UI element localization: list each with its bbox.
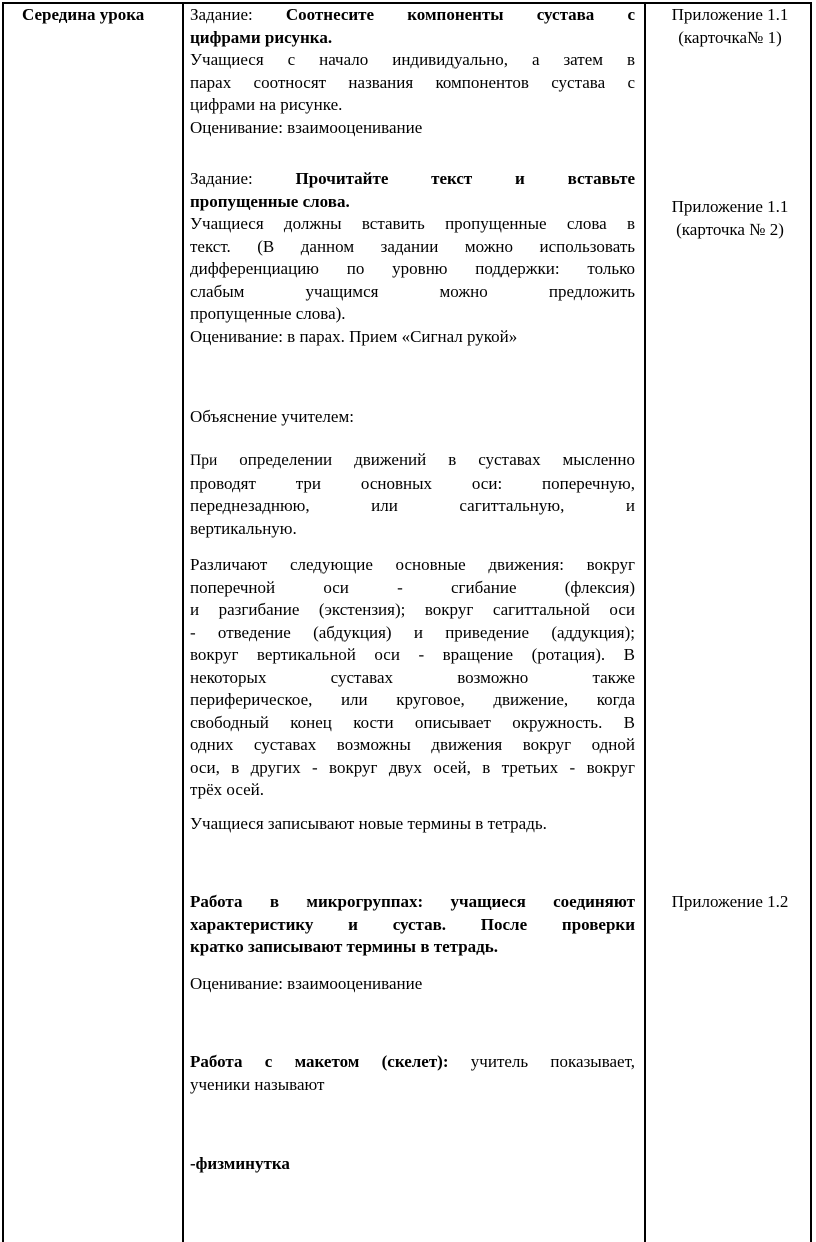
task2-desc-line: пропущенные слова). [190,304,346,323]
appendix-2-line2: (карточка № 2) [676,219,784,239]
appendix-2-line1: Приложение 1.1 [671,197,789,216]
task2-desc-line: текст. (В данном задании можно использовать [190,236,635,256]
p1-line: переднезаднюю, или сагиттальную, и [190,496,635,515]
appendix-1-line1: Приложение 1.1 [671,5,789,24]
fizminutka-text: -физминутка [190,1154,290,1173]
appendix-1-line2: (карточка№ 1) [678,27,782,47]
explanation-p1 [190,449,635,540]
p1-line: вертикальную. [190,518,297,538]
group-work-line: Работа в микрогруппах: учащиеся соединяют [190,892,635,911]
p2-line: - отведение (абдукция) и приведение (аддукция); [190,622,635,642]
group-work-line: кратко записывают термины в тетрадь. [190,937,499,956]
explanation-heading-text: Объяснение учителем: [190,407,354,426]
column-divider [644,4,646,1242]
task2-title-a: Прочитайте текст и вставьте [295,169,635,188]
p2-line: вокруг вертикальной оси - вращение (ротация). В [190,645,635,664]
appendix-2 [648,196,812,241]
task1-assessment: Оценивание: взаимооценивание [190,117,423,137]
task2-desc-line: дифференциацию по уровню поддержки: только [190,259,635,278]
task1-label: Задание: [190,5,253,24]
model-work-bold: Работа с макетом (скелет): [190,1052,449,1071]
model-work-rest-a: учитель показывает, [470,1052,636,1071]
task1-title-b: цифрами рисунка. [190,27,333,47]
p1-line: определении движений в суставах мысленно [239,450,635,469]
group-work-line: характеристику и сустав. После проверки [190,914,635,934]
task2-label: Задание: [190,169,253,188]
fizminutka-block [190,1153,635,1176]
p2-line: оси, в других - вокруг двух осей, в третьих - вокруг [190,757,635,777]
model-work-rest-b: ученики называют [190,1074,325,1094]
task2-desc-line: слабым учащимся можно предложить [190,281,635,301]
task1-desc-c: цифрами на рисунке. [190,95,343,114]
appendix-1 [648,4,812,49]
p2-line: периферическое, или круговое, движение, когда [190,690,635,709]
task2-desc-line: Учащиеся должны вставить пропущенные слова в [190,214,635,233]
task1-block [190,4,635,139]
explanation-heading [190,406,635,429]
group-work-assessment-text: Оценивание: взаимооценивание [190,974,423,993]
explanation-p2 [190,554,635,802]
group-work-assessment [190,973,635,996]
appendix-3-line1: Приложение 1.2 [671,892,789,911]
model-work-block [190,1051,635,1096]
task2-title-b: пропущенные слова. [190,191,350,211]
task2-assessment: Оценивание: в парах. Прием «Сигнал рукой» [190,326,518,346]
task1-desc-a: Учащиеся с начало индивидуально, а затем в [190,50,635,69]
p2-line: поперечной оси - сгибание (флексия) [190,577,635,597]
stage-label: Середина урока [22,5,145,24]
explanation-p3 [190,813,635,836]
appendix-3 [648,891,812,914]
task1-desc-b: парах соотносят названия компонентов сустава с [190,72,635,92]
p2-line: и разгибание (экстензия); вокруг сагиттальной оси [190,600,635,619]
stage-cell [4,4,182,27]
lesson-plan-table [2,2,812,1242]
task2-block [190,168,635,348]
group-work-block [190,891,635,959]
p2-line: одних суставах возможны движения вокруг одной [190,735,635,754]
p3-text: Учащиеся записывают новые термины в тетрадь. [190,814,547,833]
p2-line: трёх осей. [190,780,265,799]
p1-line: проводят три основных оси: поперечную, [190,473,635,493]
p1-prefix: При [190,452,218,469]
p2-line: Различают следующие основные движения: вокруг [190,555,635,574]
p2-line: свободный конец кости описывает окружность. В [190,712,635,732]
task1-title-a: Соотнесите компоненты сустава с [285,5,635,24]
column-divider [182,4,184,1242]
p2-line: некоторых суставах возможно также [190,667,635,687]
